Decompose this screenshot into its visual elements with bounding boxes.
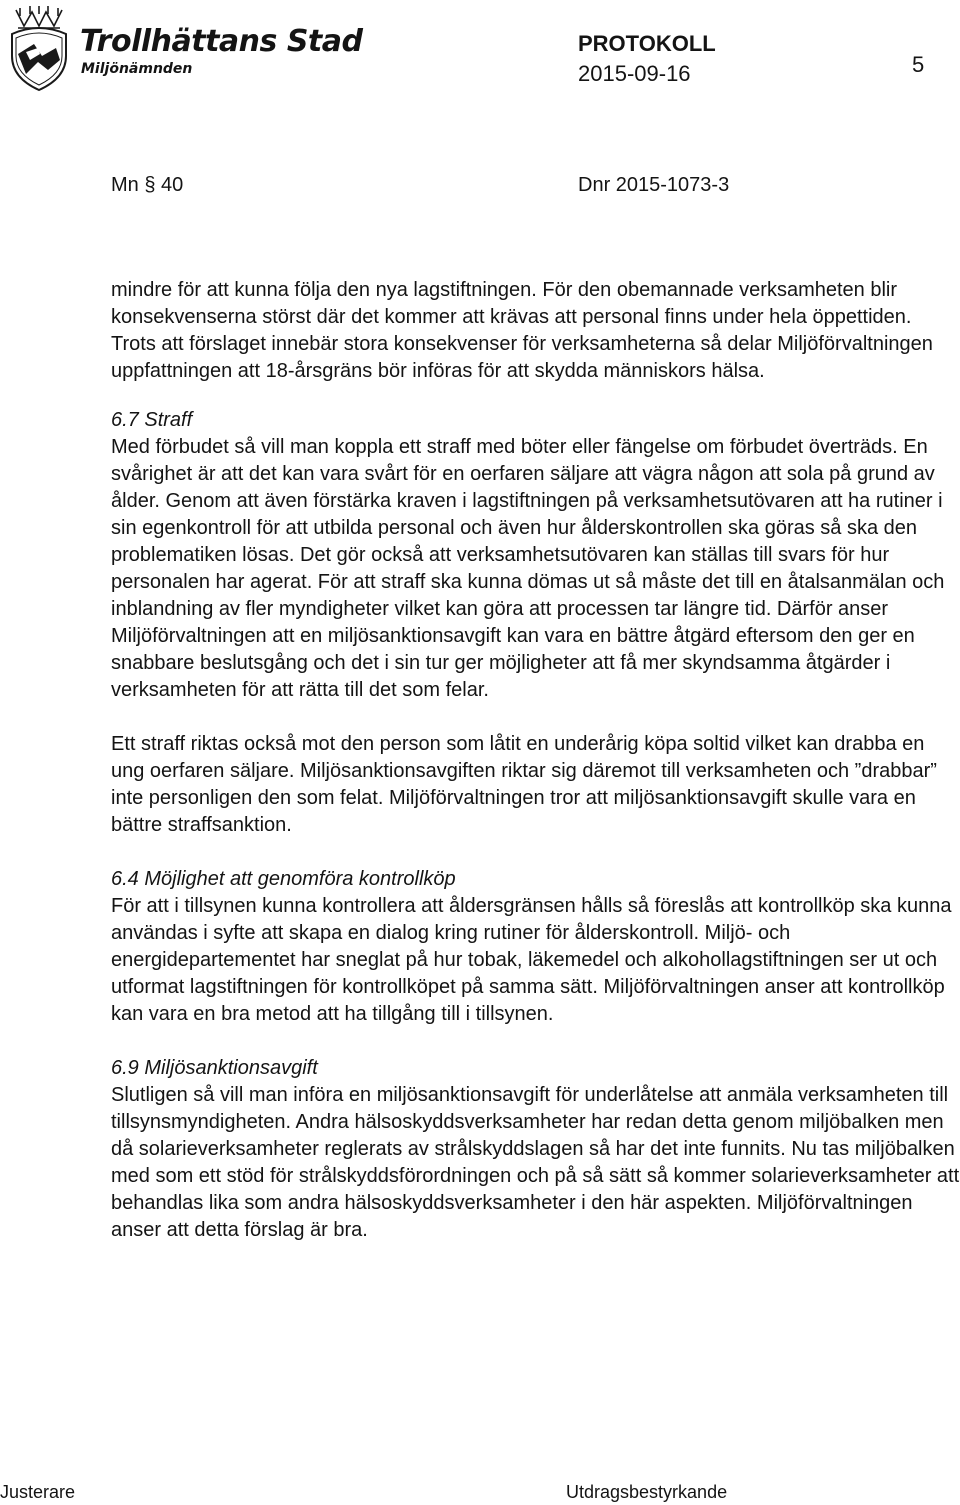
committee-name: Miljönämnden [81, 61, 193, 77]
coat-of-arms-icon [4, 4, 74, 92]
section-6-9-paragraph: Slutligen så vill man införa en miljösanktionsavgift för underlåtelse att anmäla verksamheten till tillsynsmyndigheten. Andra hälsoskyddsverksamheter har redan detta genom miljöbalken men då solarieverksamheter reglerats av strålskyddslagen så har det inte funnits. Nu tas miljöbalken med som ett stöd för strålskyddsförordningen och på så sätt så kommer solarieverksamheter att behandlas lika som andra hälsoskyddsverksamheter i den här aspekten. Miljöförvaltningen anser att detta förslag är bra. [111, 1084, 960, 1241]
document-body [111, 277, 960, 1244]
document-type: PROTOKOLL [578, 31, 716, 56]
section-6-7-paragraph-1: Med förbudet så vill man koppla ett straff med böter eller fängelse om förbudet överträds. En svårighet är att det kan vara svårt för en oerfaren säljare att vägra någon att sola på grund av ålder. Genom att även förstärka kraven i lagstiftningen på verksamhetsutövaren att ha rutiner i sin egenkontroll för att utbilda personal och även hur ålderskontrollen ska göras så ska den problematiken lösas. Det gör också att verksamhetsutövaren kan ställas till svars för hur personalen har agerat. För att straff ska kunna dömas ut så måste det till en åtalsanmälan och inblandning av fler myndigheter vilket kan göra att processen tar längre tid. Därför anser Miljöförvaltningen att en miljösanktionsavgift kan vara en bättre åtgärd eftersom den ger en snabbare beslutsgång och det i sin tur ger möjligheter att få mer skyndsamma åtgärder i verksamheten för att rätta till det som felar. [111, 436, 945, 701]
diary-number: Dnr 2015-1073-3 [578, 174, 730, 196]
section-heading-6-7: 6.7 Straff [111, 409, 193, 431]
section-reference: Mn § 40 [111, 174, 184, 196]
organization-name: Trollhättans Stad [80, 24, 363, 59]
page-number: 5 [912, 52, 925, 77]
document-date: 2015-09-16 [578, 61, 691, 86]
section-6-7-paragraph-2: Ett straff riktas också mot den person som låtit en underårig köpa soltid vilket kan drabba en ung oerfaren säljare. Miljösanktionsavgiften riktar sig däremot till verksamheten och ”drabbar” inte personligen den som felat. Miljöförvaltningen tror att miljösanktionsavgift skulle vara en bättre straffsanktion. [111, 733, 937, 836]
footer-utdragsbestyrkande: Utdragsbestyrkande [566, 1482, 728, 1502]
section-heading-6-4: 6.4 Möjlighet att genomföra kontrollköp [111, 868, 456, 890]
section-heading-6-9: 6.9 Miljösanktionsavgift [111, 1057, 318, 1079]
footer-justerare: Justerare [0, 1482, 76, 1502]
intro-paragraph: mindre för att kunna följa den nya lagstiftningen. För den obemannade verksamheten blir konsekvenserna störst där det kommer att krävas att personal finns under hela öppettiden. Trots att förslaget innebär stora konsekvenser för verksamheterna så delar Miljöförvaltningen uppfattningen att 18-årsgräns bör införas för att skydda människors hälsa. [111, 279, 933, 382]
section-6-4-paragraph: För att i tillsynen kunna kontrollera att åldersgränsen hålls så föreslås att kontrollköp ska kunna användas i syfte att skapa en dialog kring rutiner för ålderskontroll. Miljö- och energidepartementet har sneglat på hur tobak, läkemedel och alkohollagstiftningen ser ut och utformat lagstiftningen för kontrollköpet på samma sätt. Miljöförvaltningen anser att kontrollköp kan vara en bra metod att ha tillgång till i tillsynen. [111, 895, 952, 1025]
